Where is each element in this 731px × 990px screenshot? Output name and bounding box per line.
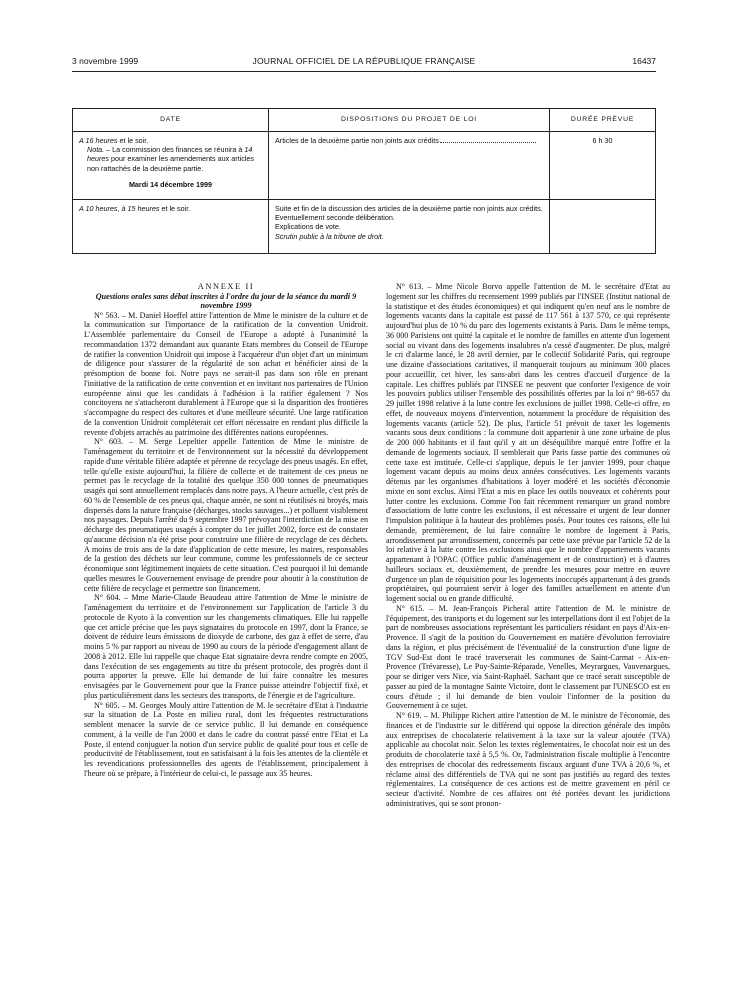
row2-disp-4: Scrutin public à la tribune de droit. — [275, 231, 384, 241]
header-journal-title: JOURNAL OFFICIEL DE LA RÉPUBLIQUE FRANÇAISE — [252, 56, 476, 66]
annex-title: ANNEXE II — [197, 282, 255, 291]
leader-dots — [440, 136, 536, 143]
schedule-header-row — [73, 109, 656, 132]
row1-date-cell — [73, 132, 269, 200]
question-604: N° 604. – Mme Marie-Claude Beaudeau attire l'attention de Mme le ministre de l'aménagement du territoire et de l'environnement sur l'application de l'article 3 du protocole de Kyoto à la convention sur les changements climatiques. Elle lui rappelle que cet article précise que les pays signataires du protocole en 1997, dont la France, se doivent de réduire leurs émissions de dioxyde de carbone, des gaz à effet de serre, d'au moins 5 % par rapport au niveau de 1990 au cours de la période d'engagement allant de 2008 à 2012. Elle lui rappelle que chaque Etat signataire devra rendre compte en 2005, dans l'exécution de ses engagements au titre du présent protocole, des progrès dont il pourra apporter la preuve. Elle lui demande de lui faire connaître les mesures envisagées par le Gouvernement pour que la France puisse atteindre l'objectif fixé, et plus particulièrement dans les secteurs des transports, de l'énergie et de l'agriculture. — [84, 593, 368, 700]
row2-duree-cell — [550, 200, 656, 254]
schedule-row-1 — [73, 132, 656, 200]
annex-subtitle: Questions orales sans débat inscrites à l'ordre du jour de la séance du mardi 9 novembre 1999 — [95, 291, 357, 311]
row1-date: A 16 heures et le soir. — [79, 136, 149, 145]
header-page-number: 16437 — [632, 56, 656, 66]
question-615: N° 615. – M. Jean-François Picheral attire l'attention de M. le ministre de l'équipement, des transports et du logement sur les interpellations dont il est l'objet de la part de nombreuses associations représentant les particuliers résidant en pays d'Aix-en-Provence. Il s'agit de la position du Gouvernement en matière d'évolution ferroviaire dans la région, et plus précisément de l'éventualité de la construction d'une ligne de TGV Sud-Est dont le tracé traverserait les communes de Saint-Carmat - Aix-en-Provence (Trévaresse), Le Puy-Sainte-Réparade, Venelles, Meyrargues, Vauvenargues, pour se diriger vers Nice, via Saint-Raphaël. Sachant que ce tracé serait susceptible de passer au pied de la montagne Sainte Victoire, dont le classement par l'UNESCO est en cours d'étude ; il lui demande de bien vouloir l'informer de la position du Gouvernement à ce sujet. — [386, 603, 670, 711]
question-563: N° 563. – M. Daniel Hoeffel attire l'attention de Mme le ministre de la culture et de la communication sur l'importance de la ratification de la convention Unidroit. L'Assemblée parlementaire du Conseil de l'Europe a adopté à l'unanimité la recommandation 1372 demandant aux quarante Etats membres du Conseil de l'Europe de ratifier la convention Unidroit qui impose à l'acquéreur d'un objet d'art un minimum de diligence pour s'assurer de la régularité de son achat et bénéficier ainsi de la présomption de bonne foi. Notre pays ne serait-il pas dans son rôle en prenant l'initiative de la ratification de cette convention et en invitant nos partenaires de l'Union européenne ainsi que les candidats à l'adhésion à la ratifier également ? Nos concitoyens ne s'attacheront durablement à l'Europe que si la disparition des frontières s'accompagne du respect des cultures et d'une meilleure sécurité. Une large ratification de la convention Unidroit compléterait cet effort nécessaire en rendant plus difficile la revente d'objets arrachés au patrimoine des différentes nations européennes. — [84, 310, 368, 437]
row1-duree-cell — [550, 132, 656, 200]
day-heading: Mardi 14 décembre 1999 — [128, 179, 213, 189]
header-rule — [72, 71, 656, 72]
question-603: N° 603. – M. Serge Lepeltier appelle l'attention de Mme le ministre de l'aménagement du territoire et de l'environnement sur la nécessité du développement rapide d'une véritable filière adaptée et pérenne de recyclage des pneus usagés. En effet, telle qu'elle existe aujourd'hui, la filière de collecte et de traitement de ces pneus ne permet pas le recyclage de la totalité des quelque 350 000 tonnes de pneumatiques usagés qui sont annuellement remplacés dans notre pays. A l'heure actuelle, c'est près de 60 % de l'ensemble de ces pneus qui, chaque année, ne sont ni réutilisés ni broyés, mais dispersés dans la nature française (décharges, stocks sauvages...) et polluent visiblement nos paysages. Depuis l'arrêté du 9 septembre 1997 prévoyant l'interdiction de la mise en décharge des pneumatiques usagés à compter du 1er juillet 2002, force est de constater qu'aucune décision n'a été prise pour construire une filière de recyclage de ces déchets. A moins de trois ans de la date d'application de cette mesure, les maires, responsables de la gestion des déchets sur leur commune, comme les professionnels de ce secteur économique sont légitimement inquiets de cette situation. C'est pourquoi il lui demande quelles mesures le Gouvernement envisage de prendre pour aboutir à la constitution de cette filière de recyclage et permettre son financement. — [84, 437, 368, 593]
question-619: N° 619. – M. Philippe Richert attire l'attention de M. le ministre de l'économie, des finances et de l'industrie sur le différend qui oppose la direction générale des impôts aux entreprises de chocolaterie relativement à la taxe sur la valeur ajoutée (TVA) applicable au chocolat noir. Selon les textes réglementaires, le chocolat noir est un des produits de chocolaterie taxé à 5,5 %. Or, l'administration fiscale multiplie à l'encontre des entreprises de chocolat des redressements fiscaux arguant d'une TVA à 20,6 %, et réclame ainsi des différentiels de TVA qui ne sont pas justifiés au regard des textes réglementaires. La conséquence de ces actions est de mettre gravement en péril ce secteur d'activité. Nombre de ces affaires ont été portées devant les juridictions administratives, qui se sont pronon- — [386, 711, 670, 808]
header-date: 3 novembre 1999 — [72, 56, 139, 66]
running-header — [72, 56, 656, 70]
schedule-row-2 — [73, 200, 656, 254]
col-header-dispositions: DISPOSITIONS DU PROJET DE LOI — [269, 109, 550, 132]
right-column — [386, 282, 670, 809]
left-column — [84, 282, 368, 779]
row1-dispositions: Articles de la deuxième partie non joints aux crédits — [275, 136, 439, 145]
row2-disp-1: Suite et fin de la discussion des articles de la deuxième partie non joints aux crédits. — [275, 204, 543, 214]
schedule-table — [72, 108, 656, 254]
col-header-date: DATE — [73, 109, 269, 132]
col-header-duree: DURÉE PRÉVUE — [550, 109, 656, 132]
row1-dispositions-cell — [269, 132, 550, 200]
row2-dispositions-cell — [269, 200, 550, 254]
row1-nota: Nota. – La commission des finances se réunira à 14 heures pour examiner les amendements aux articles non rattachés de la deuxième partie. — [87, 145, 255, 173]
row1-duree: 6 h 30 — [592, 136, 613, 145]
row2-disp-2: Eventuellement seconde délibération. — [275, 213, 395, 223]
question-613: N° 613. – Mme Nicole Borvo appelle l'attention de M. le secrétaire d'Etat au logement sur les chiffres du recensement 1999 publiés par l'INSEE (Institut national de la statistique et des études économiques) et qui indiquent qu'en neuf ans le nombre de logements vacants dans la capitale est passé de 117 561 à 137 570, ce qui représente aujourd'hui plus de 10 % du parc des logements existants à Paris. Dans le même temps, 36 000 Parisiens ont quitté la capitale et le nombre de familles en attente d'un logement social ou vivant dans des logements insalubres n'a cessé d'augmenter. De plus, malgré le cri d'alarme lancé, le 28 avril dernier, par le collectif Solidarité Paris, qui regroupe une dizaine d'associations caritatives, il manquerait toujours au minimum 300 places pour accueillir, cet hiver, les sans-abri dans les centres d'accueil d'urgence de la capitale. Les chiffres publiés par l'INSEE ne peuvent que conforter l'exigence de voir les pouvoirs publics utiliser l'ensemble des possibilités offertes par la loi n° 98-657 du 29 juillet 1998 relative à la lutte contre les exclusions de juillet 1998. Celle-ci offre, en effet, de nouveaux moyens d'intervention, notamment la procédure de réquisition des logements vacants (article 52). De plus, l'article 51 prévoit de taxer les logements vacants sous deux conditions : la commune doit appartenir à une zone urbaine de plus de 200 000 habitants et il faut qu'il y ait un déséquilibre marqué entre l'offre et la demande de logements sociaux. Il semblerait que Paris fasse partie des communes où cette taxe est instituée. Celle-ci s'applique, depuis le 1er janvier 1999, pour chaque logement vacant depuis au moins deux années consécutives. Les logements vacants détenus par les organismes d'habitations à loyer modéré et les sociétés d'économie mixte en sont exclus. Ainsi l'Etat a mis en place les outils nouveaux et cohérents pour lutter contre les exclusions. Comme l'on fait récemment remarquer un grand nombre d'associations de lutte contre les exclusions, il est nécessaire et urgent de leur donner l'impulsion politique à la hauteur des problèmes posés. Pour toutes ces raisons, elle lui demande, premièrement, de lui faire connaître le nombre de logement à Paris, arrondissement par arrondissement, concernés par cette taxe prévue par l'article 52 de la loi relative à la lutte contre les exclusions ainsi que le nombre d'appartements vacants appartenant à l'OPAC (Office public d'aménagement et de construction) et à d'autres bailleurs sociaux et, deuxièmement, de prendre les mesures pour mettre en œuvre d'urgence un plan de réquisition pour les logements inoccupés appartenant à des grands propriétaires, qui pourraient servir à loger des familles actuellement en attente d'un logement social ou en grande difficulté. — [386, 282, 670, 603]
row2-disp-3: Explications de vote. — [275, 222, 341, 232]
question-605: N° 605. – M. Georges Mouly attire l'attention de M. le secrétaire d'Etat à l'industrie sur la situation de La Poste en milieu rural, dont les fréquentes restructurations semblent menacer la survie de ce service public. Il lui demande en conséquence comment, à la veille de l'an 2000 et dans le cadre du contrat passé entre l'Etat et La Poste, il entend conjuguer la notion d'un service public de qualité pour tous et celle de productivité de l'établissement, tout en satisfaisant à la fois les attentes de la clientèle et les revendications professionnelles des agents de l'établissement, principalement à l'heure où se prépare, à l'intérieur de celui-ci, le passage aux 35 heures. — [84, 700, 368, 778]
row2-date-cell: A 10 heures, à 15 heures et le soir. — [73, 200, 269, 254]
